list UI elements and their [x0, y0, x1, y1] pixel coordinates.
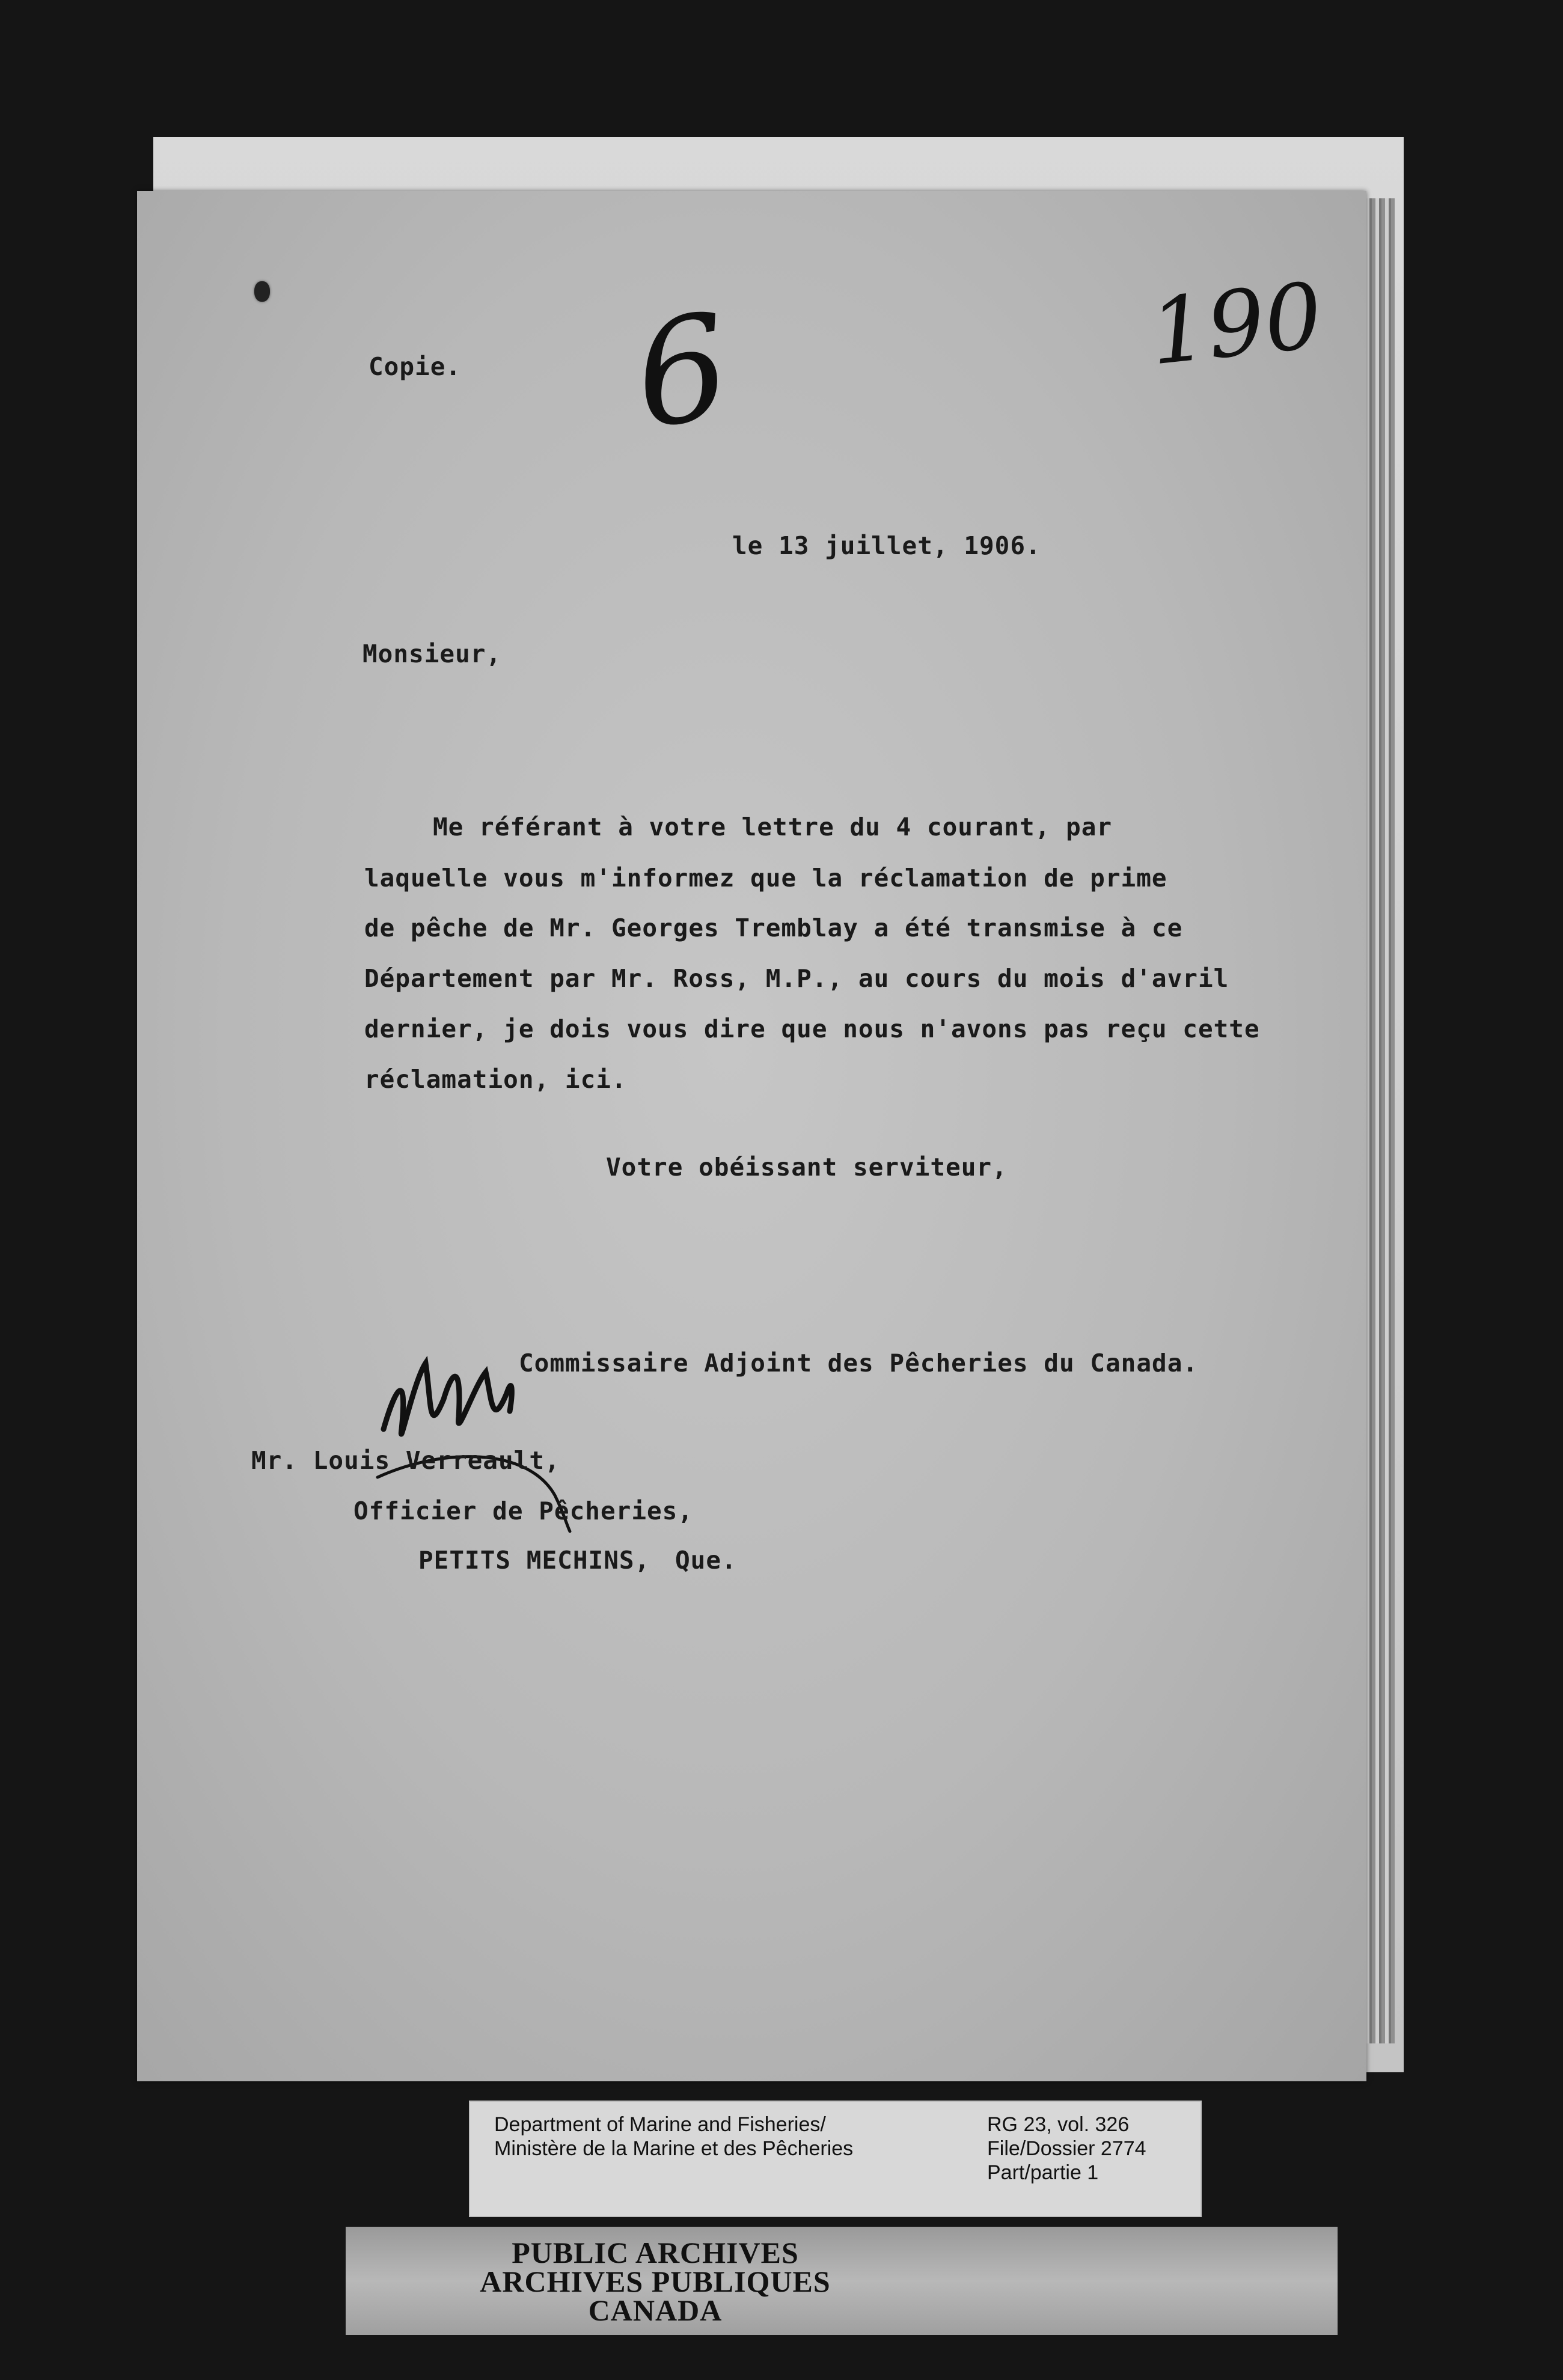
body-line: réclamation, ici. [364, 1065, 627, 1094]
recipient-place: PETITS MECHINS, [418, 1546, 650, 1575]
staple-hole [254, 281, 270, 302]
closing: Votre obéissant serviteur, [606, 1153, 1008, 1182]
body-line: laquelle vous m'informez que la réclamation de prime [364, 864, 1167, 892]
sheet-mark: 6 [625, 281, 739, 462]
reference-line: Part/partie 1 [987, 2161, 1099, 2184]
archive-stamp-line: CANADA [588, 2293, 723, 2327]
body-line: dernier, je dois vous dire que nous n'avons pas reçu cette [364, 1015, 1260, 1043]
letter-date: le 13 juillet, 1906. [732, 531, 1041, 560]
recipient-title: Officier de Pêcheries, [353, 1497, 694, 1525]
archive-stamp-line: PUBLIC ARCHIVES [512, 2236, 799, 2269]
body-line: de pêche de Mr. Georges Tremblay a été transmise à ce [364, 914, 1183, 942]
recipient-province: Que. [675, 1546, 737, 1575]
signature-title: Commissaire Adjoint des Pêcheries du Canada. [519, 1349, 1199, 1378]
recipient-name: Mr. Louis Verreault, [251, 1446, 560, 1475]
reference-line: RG 23, vol. 326 [987, 2113, 1130, 2136]
archive-stamp-line: ARCHIVES PUBLIQUES [480, 2265, 831, 2298]
copy-label: Copie. [369, 352, 462, 381]
department-line: Department of Marine and Fisheries/ [494, 2113, 826, 2136]
department-line: Ministère de la Marine et des Pêcheries [494, 2137, 854, 2160]
signature-mark [372, 1297, 684, 1573]
archive-reference-label [469, 2101, 1202, 2217]
reference-line: File/Dossier 2774 [987, 2137, 1146, 2160]
body-line: Me référant à votre lettre du 4 courant, par [433, 813, 1113, 841]
folio-number: 190 [1145, 263, 1327, 386]
letter-page [137, 191, 1366, 2081]
body-line: Département par Mr. Ross, M.P., au cours du mois d'avril [364, 964, 1229, 993]
salutation: Monsieur, [362, 639, 502, 668]
